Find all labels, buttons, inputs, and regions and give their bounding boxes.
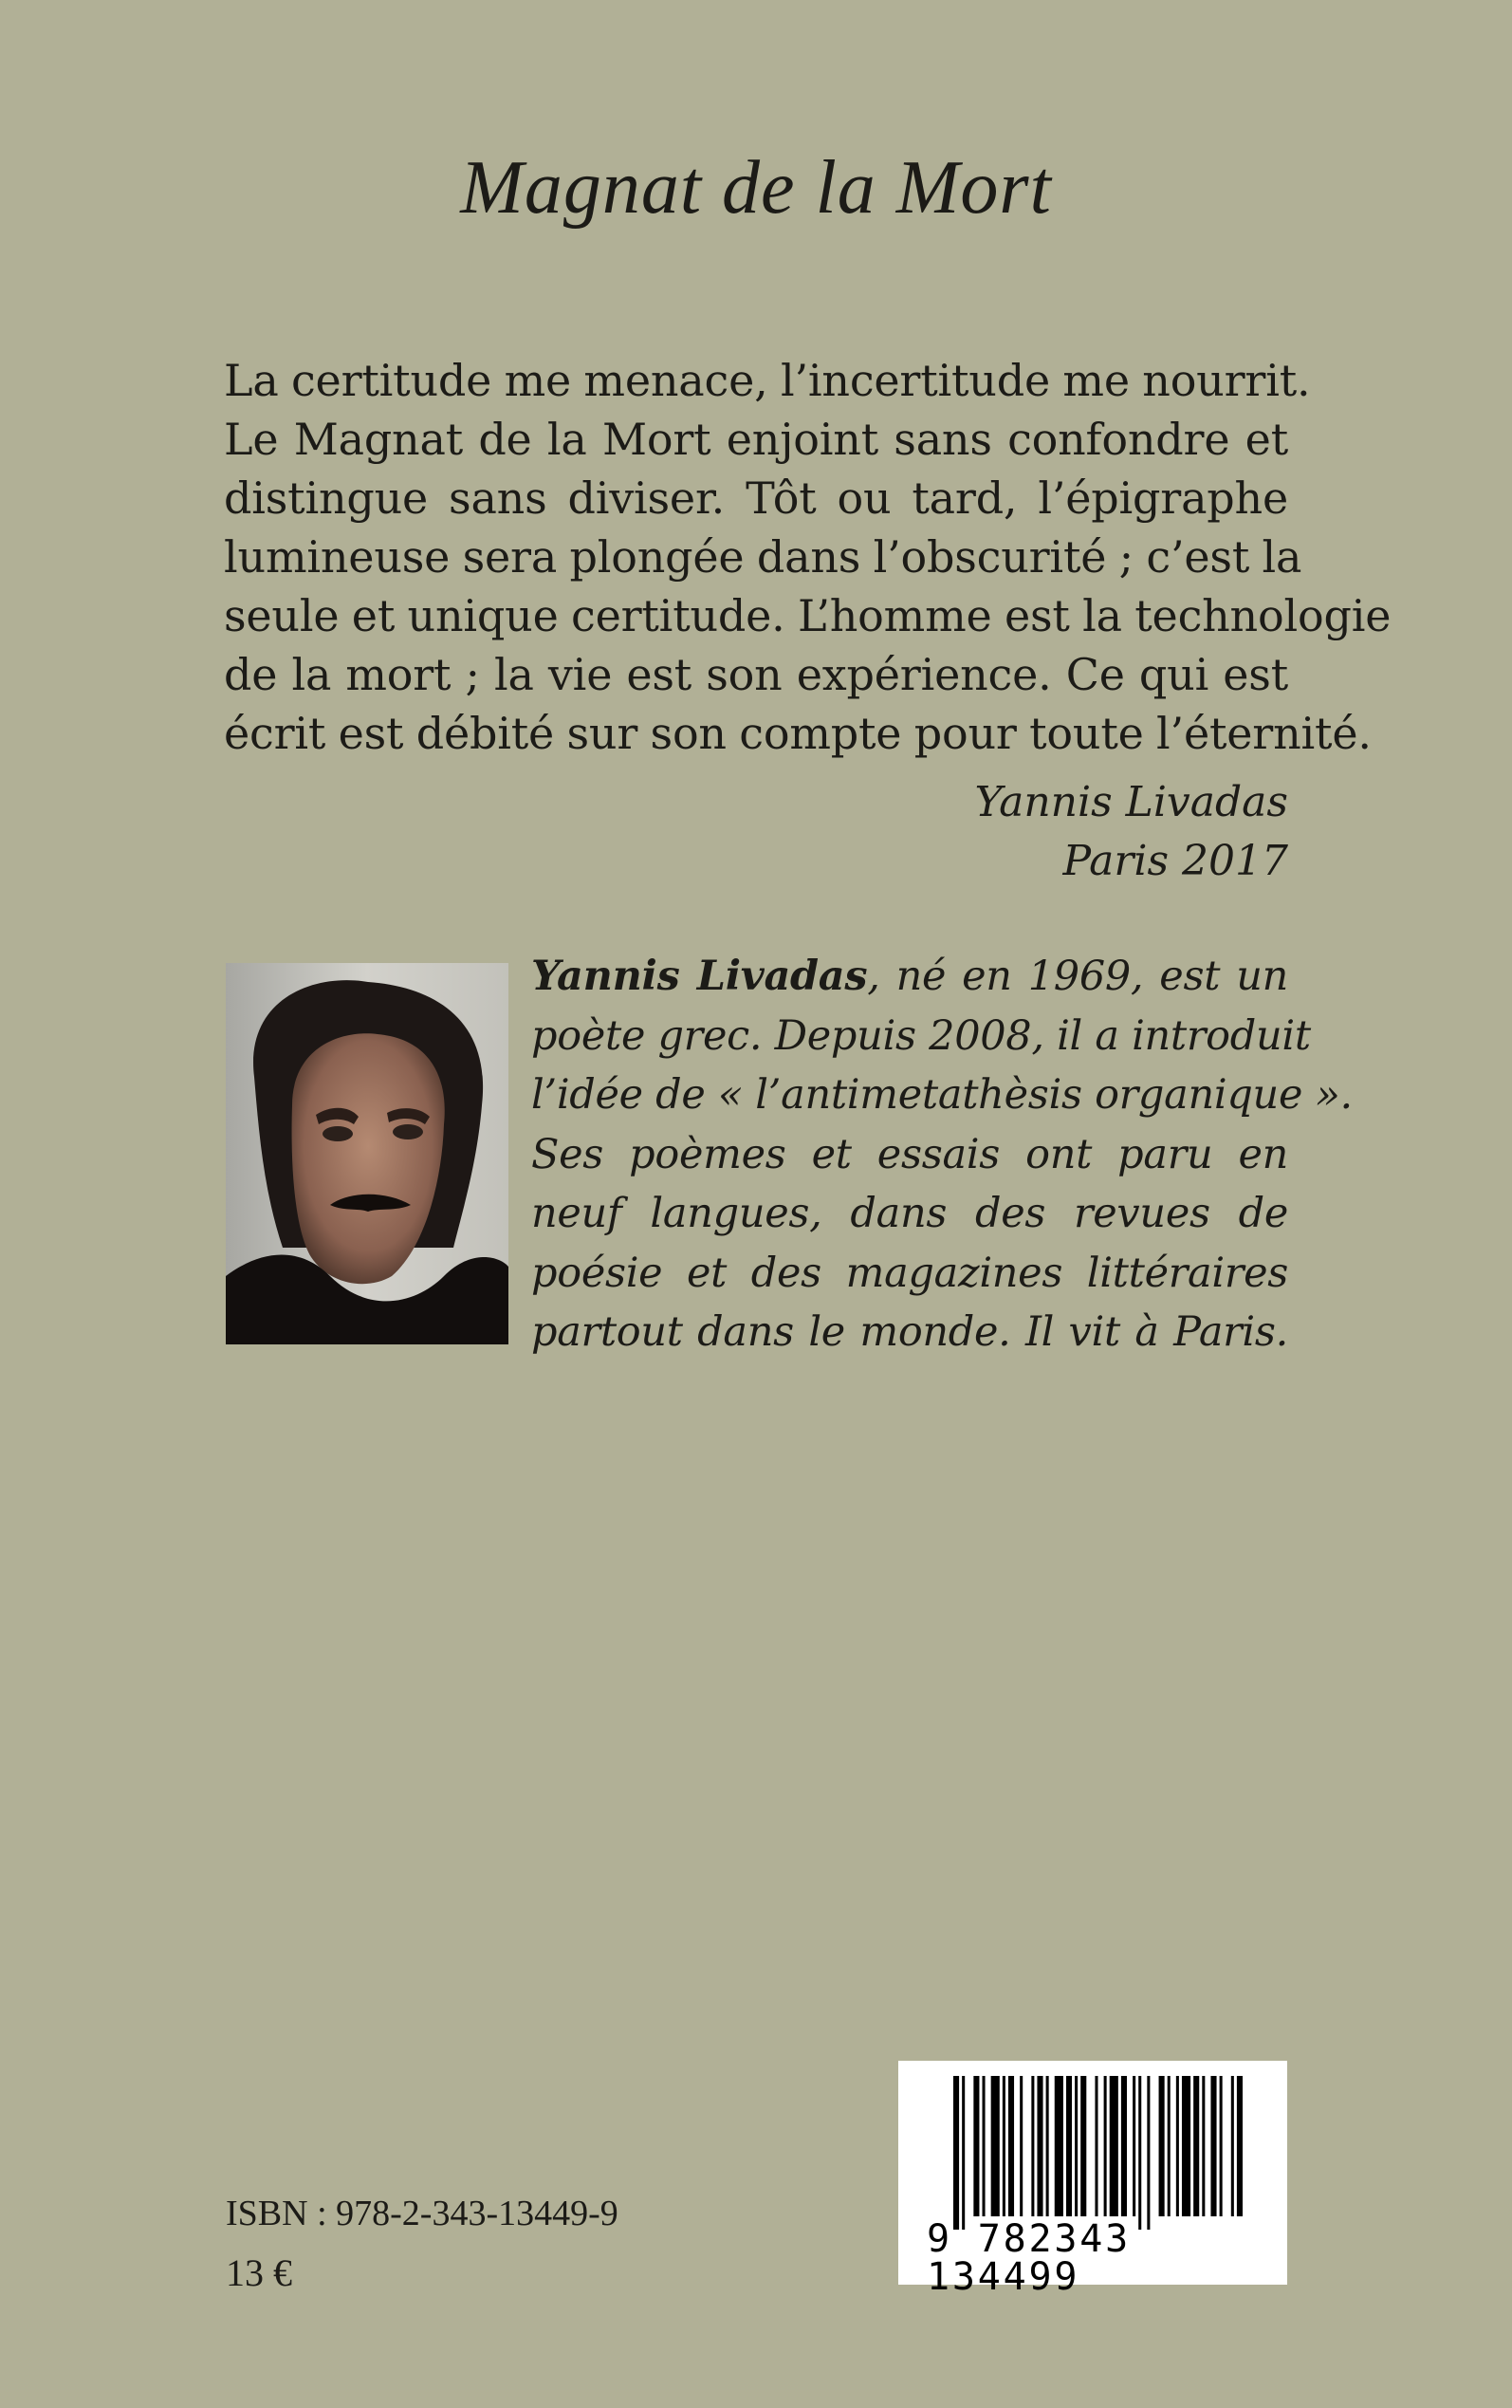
bio-line (531, 947, 1288, 1007)
blurb-line: écrit est débité sur son compte pour toute l’éternité. (224, 708, 1372, 759)
bio-author-name: Yannis Livadas (531, 953, 868, 1000)
bio-line: poésie et des magazines littéraires (531, 1249, 1288, 1297)
barcode-bar (1110, 2076, 1118, 2216)
barcode-bar (1003, 2076, 1005, 2216)
bio-line-text: , né en 1969, est un (867, 953, 1288, 1000)
book-title: Magnat de la Mort (460, 146, 1052, 230)
barcode-bar (973, 2076, 979, 2216)
barcode-bar (1046, 2076, 1049, 2216)
barcode-bar (1037, 2076, 1042, 2216)
barcode-bar (1176, 2076, 1179, 2216)
bio-line: poète grec. Depuis 2008, il a introduit (531, 1011, 1311, 1060)
price-text: 13 € (226, 2251, 292, 2294)
barcode-bar (1220, 2076, 1223, 2216)
barcode-bar (1080, 2076, 1086, 2216)
barcode-bar (1020, 2076, 1023, 2216)
barcode-bar (983, 2076, 986, 2216)
signature-author: Yannis Livadas (974, 778, 1288, 826)
barcode-bar (953, 2076, 959, 2230)
barcode-bar (1193, 2076, 1199, 2216)
blurb-line: lumineuse sera plongée dans l’obscurité ; c’est la (224, 531, 1302, 583)
blurb-line: La certitude me menace, l’incertitude me nourrit. (224, 355, 1311, 406)
barcode-digits: 9 782343 134499 (927, 2217, 1132, 2299)
back-cover-blurb (224, 351, 1392, 763)
barcode-bar (1231, 2076, 1234, 2216)
barcode-bar (1168, 2076, 1171, 2216)
barcode-bar (991, 2076, 1000, 2216)
barcode-bar (1031, 2076, 1034, 2216)
barcode-bar (1075, 2076, 1078, 2216)
barcode-bar (1147, 2076, 1150, 2230)
barcode-bar (1202, 2076, 1205, 2216)
barcode-bar (1210, 2076, 1216, 2216)
signature-place: Paris 2017 (1062, 837, 1288, 885)
barcode-bar (1104, 2076, 1107, 2216)
author-photo (226, 963, 508, 1344)
barcode-bar (1066, 2076, 1072, 2216)
barcode-bar (1133, 2076, 1135, 2216)
bio-line: partout dans le monde. Il vit à Paris. (531, 1308, 1288, 1356)
blurb-line: de la mort ; la vie est son expérience. Ce qui est (224, 649, 1288, 700)
bio-line: l’idée de « l’antimetathèsis organique ». (531, 1071, 1353, 1119)
author-bio (531, 947, 1353, 1362)
author-portrait-image (226, 963, 508, 1344)
barcode-bar (962, 2076, 965, 2230)
barcode-bar (1095, 2076, 1097, 2216)
barcode-bar (1138, 2076, 1141, 2230)
bio-line: Ses poèmes et essais ont paru en (531, 1130, 1288, 1178)
barcode-bar (1055, 2076, 1063, 2216)
barcode-bar (1159, 2076, 1165, 2216)
blurb-line: distingue sans diviser. Tôt ou tard, l’épigraphe (224, 472, 1288, 524)
barcode-bar (1121, 2076, 1127, 2216)
bio-line: neuf langues, dans des revues de (531, 1190, 1288, 1237)
blurb-line: seule et unique certitude. L’homme est la technologie (224, 590, 1392, 641)
blurb-line: Le Magnat de la Mort enjoint sans confondre et (224, 414, 1288, 465)
barcode (898, 2061, 1287, 2299)
isbn-text: ISBN : 978-2-343-13449-9 (226, 2194, 618, 2233)
barcode-bar (1182, 2076, 1190, 2216)
barcode-bar (1008, 2076, 1014, 2216)
barcode-bar (1237, 2076, 1243, 2216)
